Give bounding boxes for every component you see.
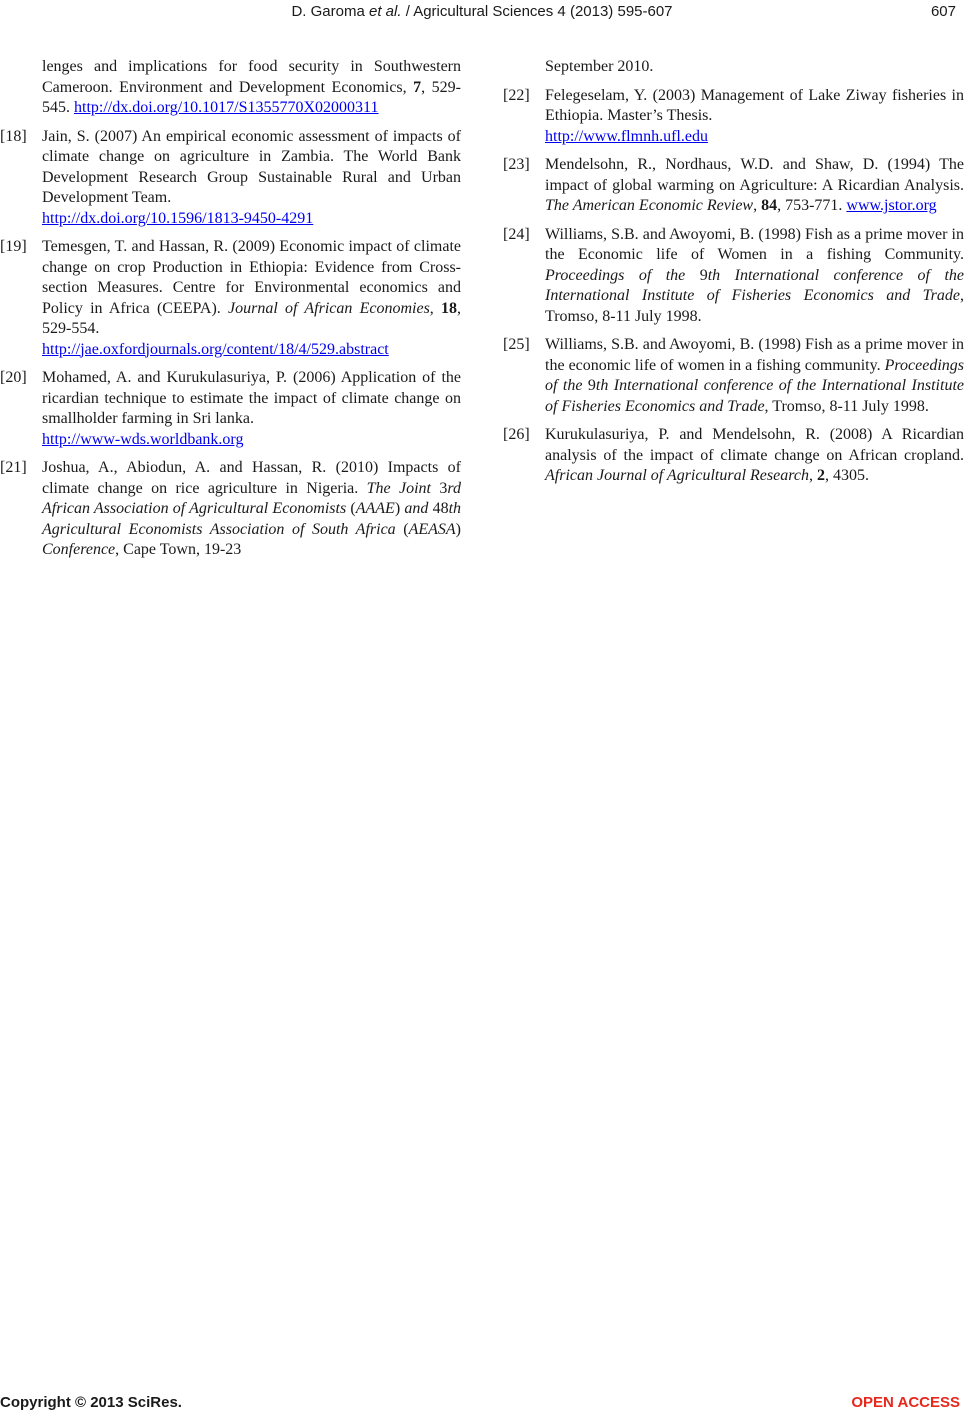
reference-pages: , 529-554. [42,299,462,337]
ordinal-number: 9 [699,266,708,284]
reference-text: Temesgen, T. and Hassan, R. (2009) Economic impact of climate change on crop Production in Ethiopia: Evidence from Cross-section Measures. Centre for Environmental economics and Policy in Africa (CEEPA). [42,238,461,317]
paren: ) [394,500,401,517]
reference-pages: , 753-771. [777,197,847,214]
paren: ) [455,520,461,538]
reference-text: lenges and implications for food security in Southwestern Cameroon. Environment and Development Economics, [42,58,461,96]
reference-body [545,335,964,417]
reference-text: September 2010. [545,58,654,75]
reference-21 [0,458,461,561]
reference-text: Williams, S.B. and Awoyomi, B. (1998) Fish as a prime mover in the economic life of women in a fishing community. [545,336,964,374]
conference-title: and [400,500,433,517]
reference-text: Jain, S. (2007) An empirical economic assessment of impacts of climate change on agriculture in Zambia. The World Bank Development Research Group Sustainable Rural and Urban Development Team. [42,127,461,206]
proceedings-title: Proceedings of the [545,356,964,394]
proceedings-title: th International conference of the International Institute of Fisheries Economics and Trade [545,377,964,415]
open-access-label: OPEN ACCESS [851,1394,960,1411]
reference-25 [503,335,964,417]
proceedings-title: Proceedings of the [545,266,700,284]
reference-text: Mohamed, A. and Kurukulasuriya, P. (2006) Application of the ricardian technique to estimate the impact of climate change on smallholder farming in Sri lanka. [42,369,461,427]
reference-text: Kurukulasuriya, P. and Mendelsohn, R. (2008) A Ricardian analysis of the impact of climate change on African cropland. [545,426,964,464]
url-link[interactable]: http://www.flmnh.ufl.edu [545,127,708,145]
paren: ( [350,500,356,517]
volume-number: 7 [413,78,422,96]
reference-number: [22] [503,86,530,104]
page-number: 607 [930,3,956,20]
journal-title: The American Economic Review [545,197,754,214]
reference-22 [503,86,964,148]
conference-title: Conference [42,541,116,558]
ordinal-number: 3 [439,479,448,497]
reference-number: [21] [0,459,27,476]
reference-text: Williams, S.B. and Awoyomi, B. (1998) Fish as a prime mover in the Economic life of Women in a fishing Community. [545,225,964,263]
separator: , [808,467,817,484]
conference-title: th Agricultural Economists Association of South Africa [42,500,462,538]
reference-number: [23] [503,156,530,173]
copyright-notice: Copyright © 2013 SciRes. [0,1394,182,1411]
reference-number: [26] [503,426,530,443]
reference-23 [503,155,964,217]
reference-text: Felegeselam, Y. (2003) Management of Lake Ziway fisheries in Ethiopia. Master’s Thesis. [545,86,964,124]
conference-abbrev: AAAE [355,500,395,517]
right-column [503,57,964,495]
header-etal: et al. [369,3,402,20]
reference-number: [18] [0,127,27,145]
reference-24 [503,225,964,328]
running-title [0,2,964,22]
paren: ( [403,520,409,538]
url-link[interactable]: http://www-wds.worldbank.org [42,430,244,448]
header-author: D. Garoma [291,3,369,20]
reference-body [545,155,964,217]
reference-21-continued [503,57,964,78]
journal-title: African Journal of Agricultural Research [545,467,809,484]
url-link[interactable]: http://jae.oxfordjournals.org/content/18/4/529.abstract [42,340,389,358]
reference-body [42,458,461,561]
conference-title: The Joint [366,479,440,497]
doi-link[interactable]: http://dx.doi.org/10.1596/1813-9450-4291 [42,209,314,227]
reference-pages: , 529-545. [42,78,461,116]
reference-19 [0,237,461,360]
reference-body [545,225,964,328]
reference-20 [0,368,461,450]
reference-body [42,237,461,360]
reference-number: [25] [503,336,530,353]
reference-26 [503,425,964,487]
ordinal-number: 48 [432,500,449,517]
volume-number: 18 [441,299,458,317]
separator: , [753,197,762,214]
reference-body [545,425,964,487]
conference-title: rd African Association of Agricultural Economists [42,479,461,517]
reference-pages: , 4305. [824,467,869,484]
left-column [0,57,461,569]
separator: , [429,299,442,317]
reference-text: , Tromso, 8-11 July 1998. [545,287,964,325]
journal-title: Journal of African Economies [228,299,430,317]
reference-text: Joshua, A., Abiodun, A. and Hassan, R. (2010) Impacts of climate change on rice agriculture in Nigeria. [42,459,461,497]
reference-text: , Tromso, 8-11 July 1998. [764,397,929,415]
reference-number: [19] [0,238,27,255]
reference-number: [24] [503,225,530,243]
reference-17-continued [0,57,461,119]
reference-18 [0,127,461,230]
doi-link[interactable]: http://dx.doi.org/10.1017/S1355770X02000311 [74,99,379,116]
reference-body [42,127,461,230]
conference-abbrev: AEASA [408,520,456,538]
proceedings-title: th International conference of the International Institute of Fisheries Economics and Trade [545,266,964,304]
volume-number: 2 [816,467,825,484]
reference-body [42,368,461,450]
header-journal: / Agricultural Sciences 4 (2013) 595-607 [401,3,673,20]
page-footer [0,1394,964,1416]
reference-text: Mendelsohn, R., Nordhaus, W.D. and Shaw, D. (1994) The impact of global warming on Agriculture: A Ricardian Analysis. [545,156,964,194]
volume-number: 84 [761,197,778,214]
running-head [0,2,964,26]
ordinal-number: 9 [587,377,596,394]
reference-body [545,86,964,148]
reference-number: [20] [0,369,27,386]
reference-text: , Cape Town, 19-23 [115,541,242,558]
url-link[interactable]: www.jstor.org [846,197,937,214]
